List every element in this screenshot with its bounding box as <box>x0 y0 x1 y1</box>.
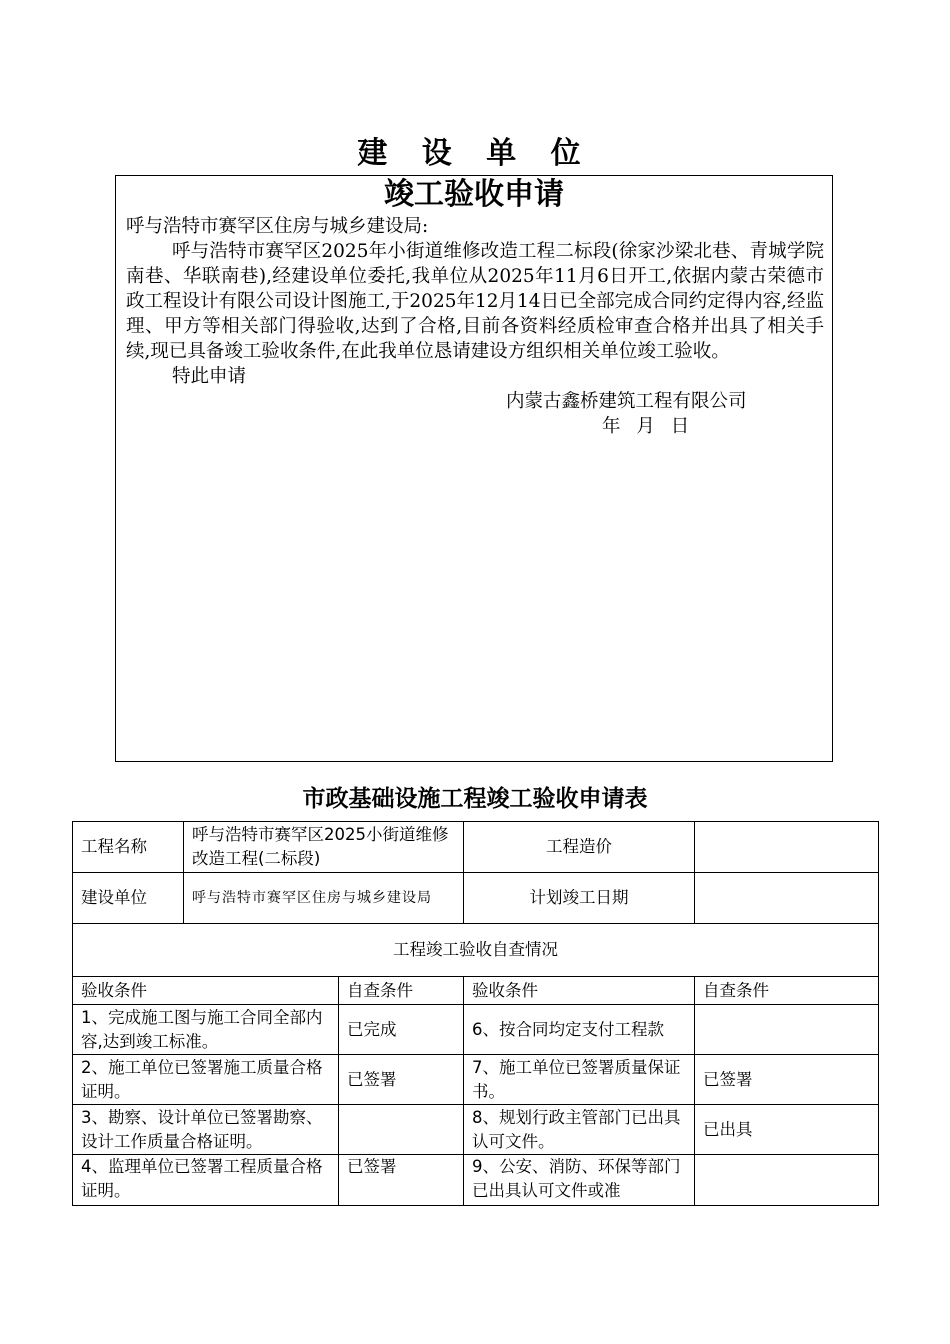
application-box <box>115 175 833 762</box>
application-paragraph: 呼与浩特市赛罕区2025年小街道维修改造工程二标段(徐家沙梁北巷、青城学院南巷、华联南巷),经建设单位委托,我单位从2025年11月6日开工,依据内蒙古荣德市政工程设计有限公司设计图施工,于2025年12月14日已全部完成合同约定得内容,经监理、甲方等相关部门得验收,达到了合格,目前各资料经质检审查合格并出具了相关手续,现已具备竣工验收条件,在此我单位恳请建设方组织相关单位竣工验收。 <box>126 241 824 362</box>
project-name-value: 呼与浩特市赛罕区2025小街道维修改造工程(二标段) <box>184 822 464 873</box>
table-row <box>73 822 879 873</box>
condition-cell: 8、规划行政主管部门已出具认可文件。 <box>464 1105 695 1155</box>
condition-cell: 6、按合同均定支付工程款 <box>464 1005 695 1055</box>
table-row <box>73 873 879 924</box>
table-row <box>73 1155 879 1206</box>
addressee: 呼与浩特市赛罕区住房与城乡建设局: <box>126 216 429 237</box>
table-row <box>73 1105 879 1155</box>
status-cell <box>695 1005 879 1055</box>
status-cell: 已完成 <box>339 1005 464 1055</box>
signature: 内蒙古鑫桥建筑工程有限公司 <box>506 391 747 412</box>
application-body <box>116 214 832 439</box>
status-cell <box>339 1105 464 1155</box>
condition-cell: 3、勘察、设计单位已签署勘察、设计工作质量合格证明。 <box>73 1105 339 1155</box>
table-header-row <box>73 977 879 1005</box>
status-cell: 已出具 <box>695 1105 879 1155</box>
page-heading: 建 设 单 位 <box>357 136 593 171</box>
condition-cell: 2、施工单位已签署施工质量合格证明。 <box>73 1055 339 1105</box>
date-line: 年 月 日 <box>602 416 690 437</box>
project-cost-label: 工程造价 <box>464 822 695 873</box>
status-cell: 已签署 <box>339 1155 464 1206</box>
condition-cell: 4、监理单位已签署工程质量合格证明。 <box>73 1155 339 1206</box>
planned-date-label: 计划竣工日期 <box>464 873 695 924</box>
planned-date-value <box>695 873 879 924</box>
status-cell: 已签署 <box>695 1055 879 1105</box>
column-header-self-check-left: 自查条件 <box>339 977 464 1005</box>
column-header-condition-left: 验收条件 <box>73 977 339 1005</box>
form-title: 市政基础设施工程竣工验收申请表 <box>302 786 648 812</box>
condition-cell: 9、公安、消防、环保等部门已出具认可文件或准 <box>464 1155 695 1206</box>
condition-cell: 7、施工单位已签署质量保证书。 <box>464 1055 695 1105</box>
column-header-condition-right: 验收条件 <box>464 977 695 1005</box>
builder-value: 呼与浩特市赛罕区住房与城乡建设局 <box>184 873 464 924</box>
table-row <box>73 1005 879 1055</box>
closing-line: 特此申请 <box>172 366 247 387</box>
status-cell: 已签署 <box>339 1055 464 1105</box>
project-cost-value <box>695 822 879 873</box>
builder-label: 建设单位 <box>73 873 184 924</box>
table-row <box>73 1055 879 1105</box>
application-form-table <box>72 821 879 1206</box>
table-row <box>73 924 879 977</box>
column-header-self-check-right: 自查条件 <box>695 977 879 1005</box>
condition-cell: 1、完成施工图与施工合同全部内容,达到竣工标准。 <box>73 1005 339 1055</box>
status-cell <box>695 1155 879 1206</box>
self-check-heading: 工程竣工验收自查情况 <box>73 924 879 977</box>
application-title: 竣工验收申请 <box>384 177 564 212</box>
project-name-label: 工程名称 <box>73 822 184 873</box>
